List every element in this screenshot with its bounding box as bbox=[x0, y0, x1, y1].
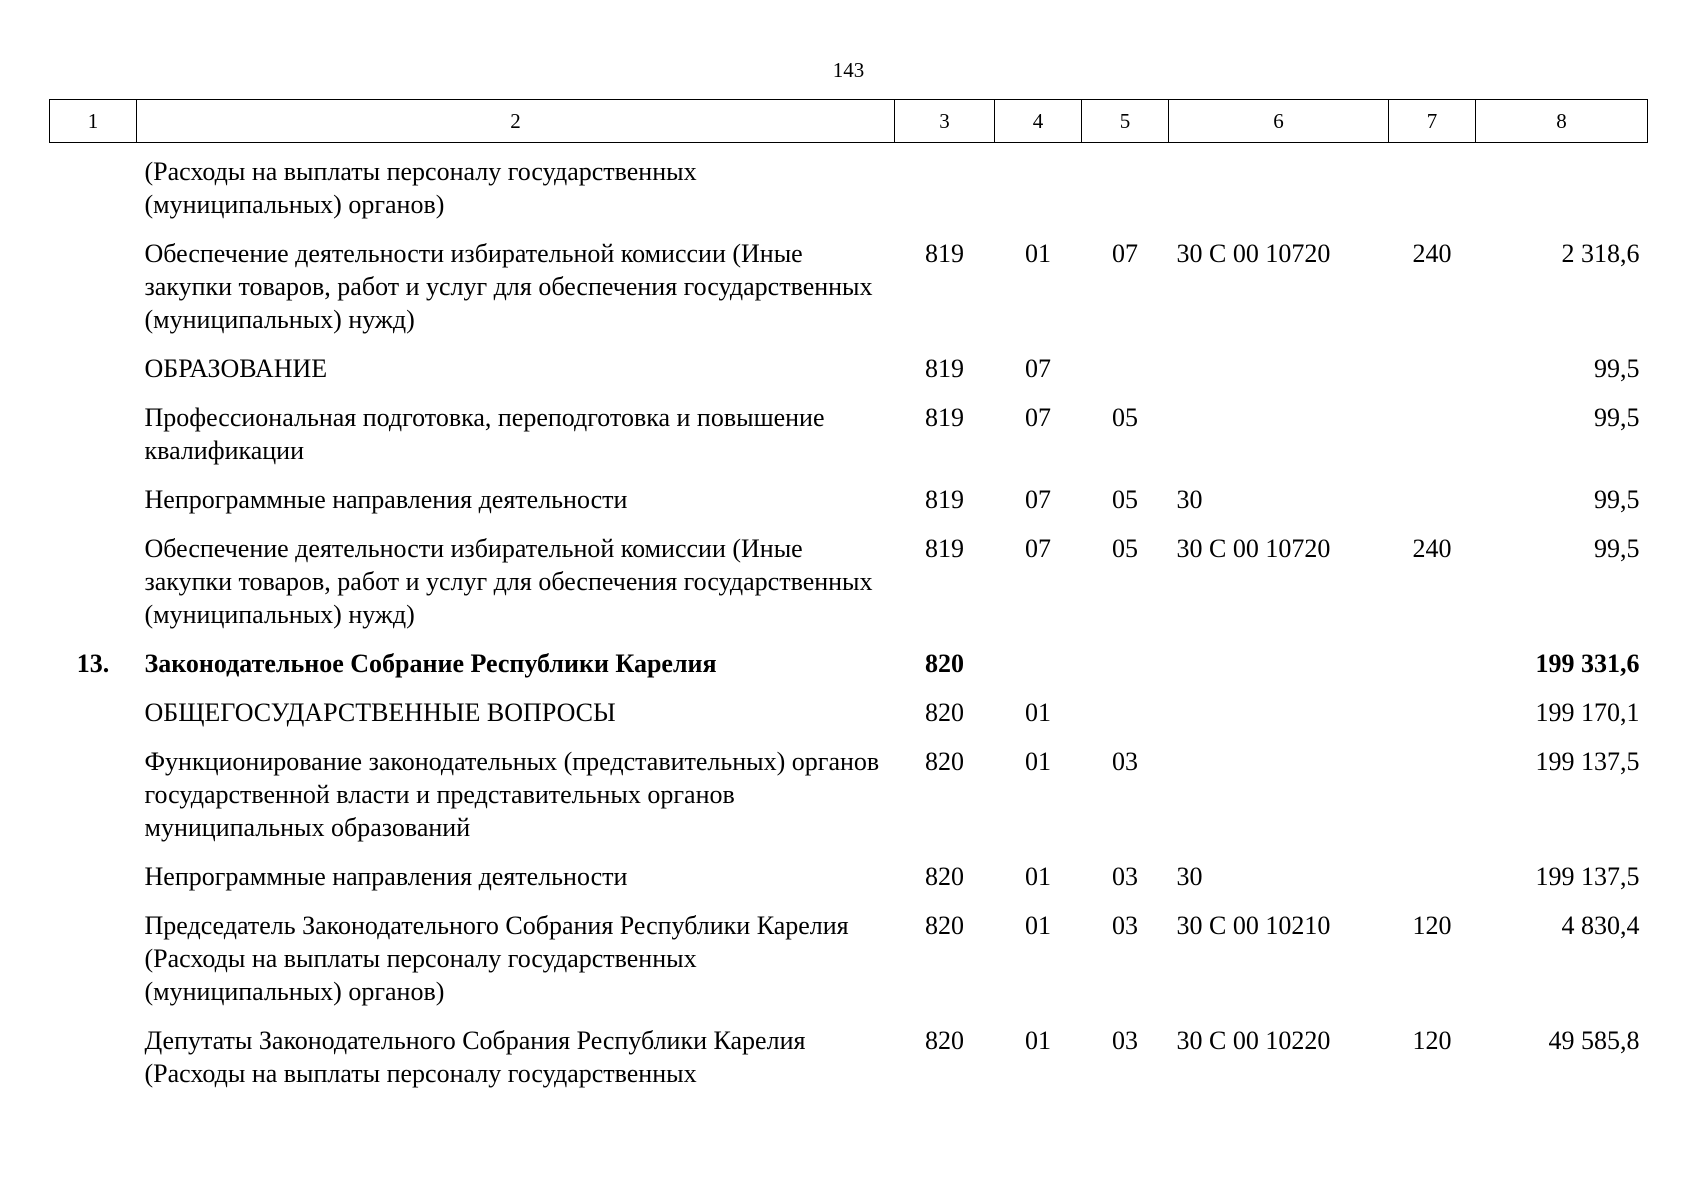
table-row bbox=[50, 1016, 1648, 1098]
subsection-code: 03 bbox=[1112, 862, 1138, 891]
section-code: 07 bbox=[1025, 354, 1051, 383]
ministry-code: 820 bbox=[925, 911, 964, 940]
section-code: 07 bbox=[1025, 485, 1051, 514]
expense-type-code bbox=[1389, 688, 1476, 737]
amount: 99,5 bbox=[1594, 534, 1640, 563]
ministry-code bbox=[895, 143, 995, 230]
target-article-code: 30 С 00 10720 bbox=[1176, 239, 1331, 268]
subsection-code: 05 bbox=[1112, 485, 1138, 514]
target-article-code: 30 С 00 10220 bbox=[1176, 1026, 1331, 1055]
ministry-code: 820 bbox=[925, 862, 964, 891]
row-index bbox=[50, 229, 137, 344]
expense-type-code bbox=[1389, 852, 1476, 901]
table-row bbox=[50, 737, 1648, 852]
table-body bbox=[50, 143, 1648, 1099]
column-header: 8 bbox=[1476, 100, 1648, 143]
column-header: 7 bbox=[1389, 100, 1476, 143]
subsection-code bbox=[1082, 143, 1169, 230]
amount: 99,5 bbox=[1594, 354, 1640, 383]
table-row bbox=[50, 639, 1648, 688]
subsection-code bbox=[1082, 344, 1169, 393]
section-code: 07 bbox=[1025, 403, 1051, 432]
expense-name: ОБРАЗОВАНИЕ bbox=[144, 354, 328, 383]
table-row bbox=[50, 344, 1648, 393]
target-article-code: 30 С 00 10210 bbox=[1176, 911, 1331, 940]
amount: 199 170,1 bbox=[1535, 698, 1640, 727]
target-article-code bbox=[1169, 639, 1389, 688]
column-header: 5 bbox=[1082, 100, 1169, 143]
section-code: 01 bbox=[1025, 1026, 1051, 1055]
ministry-code: 819 bbox=[925, 485, 964, 514]
target-article-code bbox=[1169, 688, 1389, 737]
section-code bbox=[995, 143, 1082, 230]
expense-type-code bbox=[1389, 737, 1476, 852]
column-header: 1 bbox=[50, 100, 137, 143]
expense-type-code: 120 bbox=[1412, 911, 1452, 940]
expense-name: Функционирование законодательных (представительных) органов государственной власти и представительных органов муниципальных образований bbox=[144, 747, 880, 842]
subsection-code: 07 bbox=[1112, 239, 1138, 268]
expense-name: ОБЩЕГОСУДАРСТВЕННЫЕ ВОПРОСЫ bbox=[144, 698, 616, 727]
column-header: 2 bbox=[137, 100, 895, 143]
row-index bbox=[50, 688, 137, 737]
expense-type-code bbox=[1389, 344, 1476, 393]
column-header: 3 bbox=[895, 100, 995, 143]
row-index bbox=[50, 524, 137, 639]
subsection-code bbox=[1082, 639, 1169, 688]
row-index bbox=[50, 1016, 137, 1098]
expense-name: Депутаты Законодательного Собрания Республики Карелия (Расходы на выплаты персоналу государственных bbox=[144, 1026, 806, 1088]
table-row bbox=[50, 229, 1648, 344]
section-code: 01 bbox=[1025, 698, 1051, 727]
expense-name: Непрограммные направления деятельности bbox=[144, 485, 628, 514]
amount: 2 318,6 bbox=[1561, 239, 1640, 268]
row-index bbox=[50, 143, 137, 230]
section-code: 01 bbox=[1025, 747, 1051, 776]
row-index bbox=[50, 852, 137, 901]
target-article-code: 30 bbox=[1176, 862, 1203, 891]
budget-table bbox=[49, 99, 1648, 1098]
section-code bbox=[995, 639, 1082, 688]
subsection-code: 05 bbox=[1112, 534, 1138, 563]
ministry-code: 819 bbox=[925, 354, 964, 383]
expense-type-code bbox=[1389, 393, 1476, 475]
section-code: 01 bbox=[1025, 239, 1051, 268]
expense-name: Обеспечение деятельности избирательной комиссии (Иные закупки товаров, работ и услуг для обеспечения государственных (муниципальных) нужд) bbox=[144, 239, 873, 334]
row-index bbox=[50, 901, 137, 1016]
row-index: 13. bbox=[76, 649, 110, 678]
column-header: 4 bbox=[995, 100, 1082, 143]
expense-type-code bbox=[1389, 143, 1476, 230]
target-article-code: 30 С 00 10720 bbox=[1176, 534, 1331, 563]
table-row bbox=[50, 688, 1648, 737]
ministry-code: 820 bbox=[925, 747, 964, 776]
row-index bbox=[50, 475, 137, 524]
section-code: 07 bbox=[1025, 534, 1051, 563]
table-row bbox=[50, 143, 1648, 230]
subsection-code: 03 bbox=[1112, 911, 1138, 940]
amount: 199 331,6 bbox=[1535, 649, 1640, 678]
amount: 4 830,4 bbox=[1561, 911, 1640, 940]
expense-type-code: 240 bbox=[1412, 534, 1452, 563]
target-article-code: 30 bbox=[1176, 485, 1203, 514]
expense-name: Профессиональная подготовка, переподготовка и повышение квалификации bbox=[144, 403, 825, 465]
ministry-code: 820 bbox=[925, 698, 964, 727]
subsection-code: 03 bbox=[1112, 747, 1138, 776]
amount bbox=[1476, 143, 1648, 230]
table-row bbox=[50, 393, 1648, 475]
expense-type-code: 120 bbox=[1412, 1026, 1452, 1055]
ministry-code: 819 bbox=[925, 534, 964, 563]
expense-name: Непрограммные направления деятельности bbox=[144, 862, 628, 891]
row-index bbox=[50, 393, 137, 475]
table-row bbox=[50, 524, 1648, 639]
expense-type-code: 240 bbox=[1412, 239, 1452, 268]
ministry-code: 820 bbox=[925, 649, 964, 678]
page-number: 143 bbox=[832, 58, 865, 82]
amount: 199 137,5 bbox=[1535, 747, 1640, 776]
amount: 99,5 bbox=[1594, 485, 1640, 514]
ministry-code: 819 bbox=[925, 239, 964, 268]
table-row bbox=[50, 852, 1648, 901]
expense-name: Законодательное Собрание Республики Карелия bbox=[144, 649, 717, 678]
row-index bbox=[50, 737, 137, 852]
amount: 199 137,5 bbox=[1535, 862, 1640, 891]
subsection-code: 05 bbox=[1112, 403, 1138, 432]
section-code: 01 bbox=[1025, 911, 1051, 940]
target-article-code bbox=[1169, 143, 1389, 230]
target-article-code bbox=[1169, 393, 1389, 475]
expense-type-code bbox=[1389, 475, 1476, 524]
table-header-row bbox=[50, 100, 1648, 143]
subsection-code bbox=[1082, 688, 1169, 737]
section-code: 01 bbox=[1025, 862, 1051, 891]
expense-name: (Расходы на выплаты персоналу государственных (муниципальных) органов) bbox=[144, 157, 697, 219]
amount: 49 585,8 bbox=[1548, 1026, 1640, 1055]
column-header: 6 bbox=[1169, 100, 1389, 143]
subsection-code: 03 bbox=[1112, 1026, 1138, 1055]
row-index bbox=[50, 344, 137, 393]
table-row bbox=[50, 901, 1648, 1016]
target-article-code bbox=[1169, 737, 1389, 852]
ministry-code: 820 bbox=[925, 1026, 964, 1055]
expense-type-code bbox=[1389, 639, 1476, 688]
ministry-code: 819 bbox=[925, 403, 964, 432]
table-row bbox=[50, 475, 1648, 524]
expense-name: Обеспечение деятельности избирательной комиссии (Иные закупки товаров, работ и услуг для обеспечения государственных (муниципальных) нужд) bbox=[144, 534, 873, 629]
target-article-code bbox=[1169, 344, 1389, 393]
amount: 99,5 bbox=[1594, 403, 1640, 432]
expense-name: Председатель Законодательного Собрания Республики Карелия (Расходы на выплаты персоналу государственных (муниципальных) органов) bbox=[144, 911, 849, 1006]
